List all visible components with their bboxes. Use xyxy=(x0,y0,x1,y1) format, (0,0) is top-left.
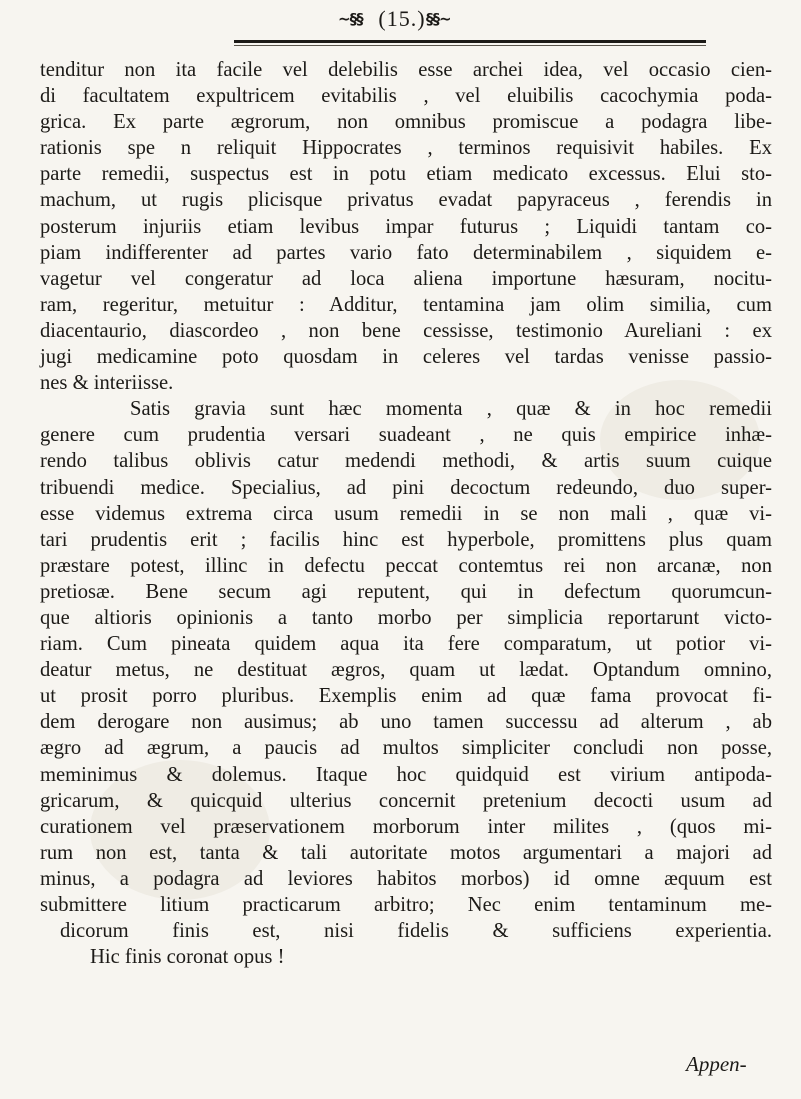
header-ornament-left: ~§§ xyxy=(338,10,363,28)
text-line: riam. Cum pineata quidem aqua ita fere comparatum, ut potior vi- xyxy=(40,633,772,656)
text-line-closing: Hic finis coronat opus ! xyxy=(90,946,285,969)
text-line: curationem vel præservationem morborum inter milites , (quos mi- xyxy=(40,815,772,838)
text-line: nes & interiisse. xyxy=(40,372,174,395)
text-line: grica. Ex parte ægrorum, non omnibus promiscue a podagra libe- xyxy=(40,111,772,134)
page-header xyxy=(0,4,801,38)
text-line: dicorum finis est, nisi fidelis & sufficiens experientia. xyxy=(60,920,772,943)
text-line: dem derogare non ausimus; ab uno tamen successu ad alterum , ab xyxy=(40,711,772,734)
text-line: rationis spe n reliquit Hippocrates , terminos requisivit habiles. Ex xyxy=(40,137,772,160)
text-line: minus, a podagra ad leviores habitos morbos) id omne æquum est xyxy=(40,867,772,890)
text-line: di facultatem expultricem evitabilis , vel eluibilis cacochymia poda- xyxy=(40,85,772,108)
text-line: jugi medicamine poto quosdam in celeres vel tardas venisse passio- xyxy=(40,346,772,369)
text-line: ægro ad ægrum, a paucis ad multos simpliciter concludi non posse, xyxy=(40,737,772,760)
page-number: (15.) xyxy=(378,6,426,31)
header-rule-thin xyxy=(234,45,706,46)
text-line: tari prudentis erit ; facilis hinc est hyperbole, promittens plus quam xyxy=(40,528,772,551)
text-line: vagetur vel congeratur ad loca aliena importune hæsuram, nocitu- xyxy=(40,267,772,290)
body-text xyxy=(40,57,772,970)
text-line: piam indifferenter ad partes vario fato determinabilem , siquidem e- xyxy=(40,241,772,264)
text-line: Satis gravia sunt hæc momenta , quæ & in hoc remedii xyxy=(130,398,772,421)
catchword: Appen- xyxy=(686,1052,747,1076)
text-line: que altioris opinionis a tanto morbo per simplicia reportarunt victo- xyxy=(40,606,772,629)
text-line: esse videmus extrema circa usum remedii in se non mali , quæ vi- xyxy=(40,502,772,525)
text-line: præstare potest, illinc in defectu peccat contemtus rei non arcanæ, non xyxy=(40,554,772,577)
text-line: ram, regeritur, metuitur : Additur, tentamina jam olim similia, cum xyxy=(40,293,772,316)
text-line: rum non est, tanta & tali autoritate motos argumentari a majori ad xyxy=(40,841,772,864)
text-line: meminimus & dolemus. Itaque hoc quidquid est virium antipoda- xyxy=(40,763,772,786)
text-line: pretiosæ. Bene secum agi reputent, qui in defectum quorumcun- xyxy=(40,580,772,603)
text-line: deatur metus, ne destituat ægros, quam ut lædat. Optandum omnino, xyxy=(40,659,772,682)
text-line: posterum injuriis etiam levibus impar futurus ; Liquidi tantam co- xyxy=(40,215,772,238)
text-line: genere cum prudentia versari suadeant , ne quis empirice inhæ- xyxy=(40,424,772,447)
text-line: machum, ut rugis plicisque privatus evadat papyraceus , ferendis in xyxy=(40,189,772,212)
text-line: rendo talibus oblivis catur medendi methodi, & artis suum cuique xyxy=(40,450,772,473)
header-ornament-right: §§~ xyxy=(426,10,451,28)
text-line: parte remedii, suspectus est in potu etiam medicato excessus. Elui sto- xyxy=(40,163,772,186)
header-rule xyxy=(234,40,706,43)
text-line: tribuendi medice. Specialius, ad pini decoctum redeundo, duo super- xyxy=(40,476,772,499)
text-line: diacentaurio, diascordeo , non bene cessisse, testimonio Aureliani : ex xyxy=(40,319,772,342)
text-line: submittere litium practicarum arbitro; Nec enim tentaminum me- xyxy=(40,894,772,916)
text-line: ut prosit porro pluribus. Exemplis enim ad quæ fama provocat fi- xyxy=(40,685,772,708)
text-line: tenditur non ita facile vel delebilis esse archei idea, vel occasio cien- xyxy=(40,59,772,81)
text-line: gricarum, & quicquid ulterius concernit pretenium decocti usum ad xyxy=(40,789,772,812)
